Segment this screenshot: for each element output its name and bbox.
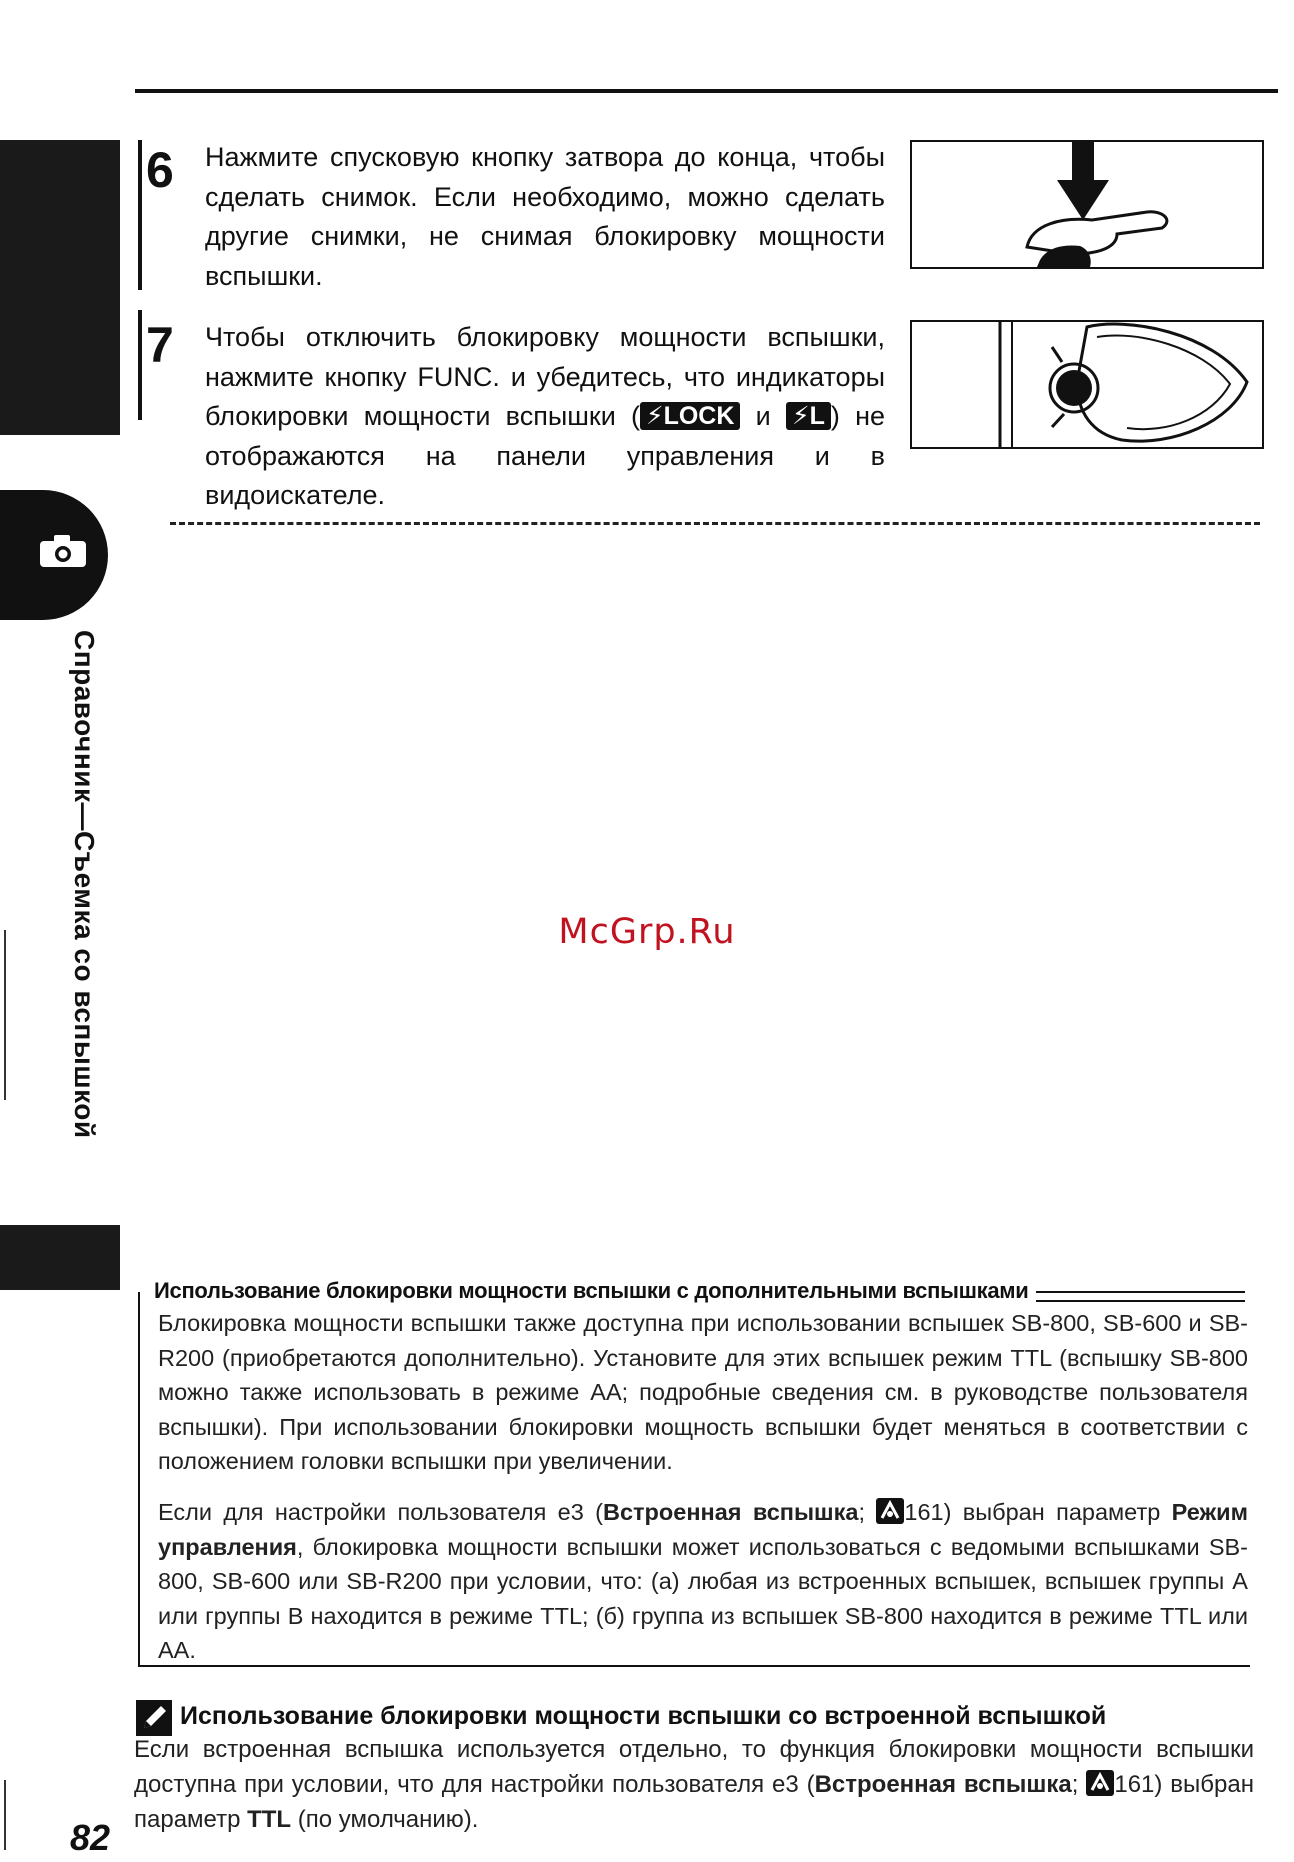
step-6-text: Нажмите спусковую кнопку затвора до конца, чтобы сделать снимок. Если необходимо, можно сделать другие снимки, не снимая блокировку мощности вспышки. xyxy=(205,142,885,291)
watermark: McGrp.Ru xyxy=(558,912,736,952)
custom-settings-icon xyxy=(876,1498,904,1524)
page-number: 82 xyxy=(70,1817,111,1858)
side-tab-block-top xyxy=(0,140,120,435)
custom-settings-icon xyxy=(1086,1770,1114,1796)
edge-mark xyxy=(4,930,6,1100)
camera-icon xyxy=(38,533,88,569)
note-title: Использование блокировки мощности вспышки со встроенной вспышкой xyxy=(180,1702,1107,1730)
edge-mark xyxy=(4,1780,6,1850)
step-7-text: Чтобы отключить блокировку мощности вспышки, нажмите кнопку FUNC. и убедитесь, что индикаторы блокировки мощности вспышки ( ⚡LOCK и ⚡L ) не отображаются на панели управления и в видоискателе. xyxy=(205,322,886,510)
fl-indicator: ⚡L xyxy=(786,402,831,430)
step-6-bar xyxy=(138,140,142,290)
box-note-paragraph-1: Блокировка мощности вспышки также доступна при использовании вспышек SB-800, SB-600 и SB-R200 (приобретаются дополнительно). Установите для этих вспышек режим TTL (вспышку SB-800 можно также использовать в режиме AA; подробные сведения см. в руководстве пользователя вспышки). При использовании блокировки мощность вспышки будет меняться в соответствии с положением головки вспышки при увеличении. xyxy=(158,1310,1248,1474)
step-7-bar xyxy=(138,310,142,420)
pencil-note-icon xyxy=(136,1700,172,1736)
side-section-title: Справочник—Съемка со вспышкой xyxy=(69,630,100,1139)
func-button-illustration xyxy=(910,320,1264,449)
note-text: Если встроенная вспышка используется отдельно, то функция блокировки мощности вспышки доступна при условии, что для настройки пользователя e3 (Встроенная вспышка; 161) выбран параметр TTL (по умолчанию). xyxy=(134,1736,1254,1833)
box-note-paragraph-2: Если для настройки пользователя e3 (Встроенная вспышка; 161) выбран параметр Режим управления, блокировка мощности вспышки может использоваться с ведомыми вспышками SB-800, SB-600 или SB-R200 при условии, что: (a) любая из встроенных вспышек, вспышек группы A или группы B находится в режиме TTL; (б) группа из вспышек SB-800 находится в режиме TTL или AA. xyxy=(158,1499,1249,1663)
shutter-press-illustration xyxy=(910,140,1264,269)
box-note-title-rule xyxy=(1005,1291,1245,1302)
step-7-number: 7 xyxy=(146,317,174,373)
step-6-number: 6 xyxy=(146,142,174,198)
flash-lock-indicator: ⚡LOCK xyxy=(640,402,740,430)
side-tab-block-bottom xyxy=(0,1225,120,1290)
box-note-title: Использование блокировки мощности вспышки с дополнительными вспышками xyxy=(150,1276,1036,1306)
top-rule xyxy=(135,89,1278,93)
section-divider xyxy=(170,522,1260,525)
